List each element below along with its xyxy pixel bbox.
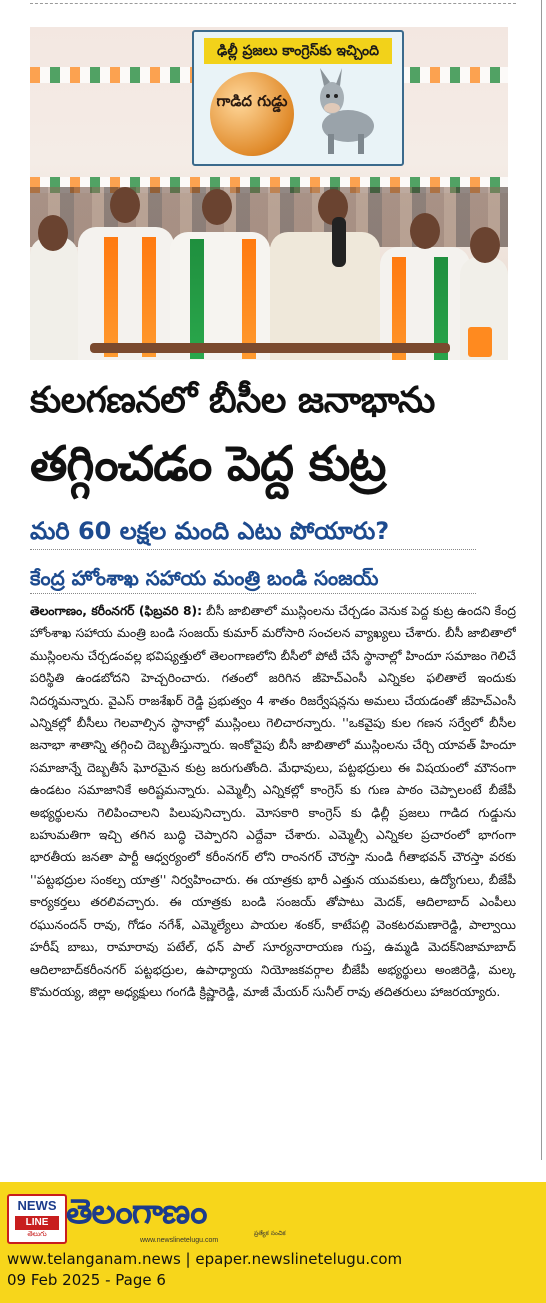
subheadline: మరి 60 లక్షల మంది ఎటు పోయారు? <box>30 513 476 550</box>
logo-news-text: NEWS <box>17 1198 57 1213</box>
masthead-url: www.newslinetelugu.com <box>140 1237 219 1244</box>
placard-ball-text: గాడిద గుడ్డు <box>216 92 288 110</box>
person <box>270 232 380 360</box>
website-links[interactable]: www.telanganam.news | epaper.newslinetelugu.com <box>7 1250 403 1268</box>
party-scarf <box>142 237 156 357</box>
vehicle-rail <box>90 343 450 353</box>
headline-line-2: తగ్గించడం పెద్ద కుట్ర <box>30 436 386 492</box>
person <box>30 237 78 360</box>
egg-graphic <box>210 72 294 156</box>
party-scarf <box>104 237 118 357</box>
person-head <box>110 187 140 223</box>
footer-banner <box>0 1182 546 1303</box>
person-head <box>38 215 68 251</box>
person <box>78 227 174 360</box>
article-text: బీసీ జాబితాలో ముస్లింలను చేర్చడం వెనుక పెద్ద కుట్ర ఉందని కేంద్ర హోంశాఖ సహాయ మంత్రి బండి సంజయ్ కుమార్ మరోసారి సంచలన వ్యాఖ్యలు చేశారు. బీసీ జాబితాలో ముస్లింలను చేర్చడంవల్ల భవిష్యత్తులో తెలంగాణలోని బీసీలో పోటీ చేసే స్థానాల్లో హిందూ సమాజం గెలిచే పరిస్థితి ఉండబోదని హెచ్చరించారు. గతంలో జరిగిన జీహెచ్ఎంసీ ఎన్నికల ఫలితాలే ఇందుకు నిదర్శమన్నారు. వైఎస్ రాజశేఖర్ రెడ్డి ప్రభుత్వం 4 శాతం రిజర్వేషన్లను అమలు చేయడంతో జీహెచ్ఎంసీ ఎన్నికల్లో బీసీలు గెలవాల్సిన స్థానాల్లో ముస్లింలు గెలిచారన్నారు. ''ఒకవైపు కుల గణన సర్వేలో బీసీల జనాభా శాతాన్ని తగ్గించి దెబ్బతీస్తున్నారు. ఇంకోవైపు బీసీ జాబితాలో ముస్లింలను చేర్చి యావత్ హిందూ సమాజాన్నే దెబ్బతీసే ఘోరమైన కుట్ర జరుగుతోంది. మేధావులు, పట్టభద్రులు ఈ విషయంలో మౌనంగా ఉండటం సమాజానికే అరిష్టమన్నారు. ఎమ్మెల్సీ ఎన్నికల్లో కాంగ్రెస్ కు గుణ పాఠం చెప్పాలంటే బీజేపీ అభ్యర్థులను గెలిపించాలని పిలుపునిచ్చారు. మోసకారి కాంగ్రెస్ కు ఢిల్లీ ప్రజలు గాడిద గుడ్డును బహుమతిగా ఇచ్చి తగిన బుద్ధి చెప్పారని ఎద్దేవా చేశారు. ఎమ్మెల్సీ ఎన్నికల ప్రచారంలో భాగంగా భారతీయ జనతా పార్టీ ఆధ్వర్యంలో కరీంనగర్ లోని రాంనగర్ చౌరస్తా నుండి గీతాభవన్ చౌరస్తా వరకు ''పట్టభద్రుల సంకల్ప యాత్ర'' నిర్వహించారు. ఈ యాత్రకు భారీ ఎత్తున యువకులు, ఉద్యోగులు, బీజేపీ కార్యకర్తలు తరలివచ్చారు. ఈ యాత్రకు బండి సంజయ్ తోపాటు మెదక్, ఆదిలాబాద్ ఎంపీలు రఘునందన్ రావు, గోడం నగేశ్, ఎమ్మెల్యేలు పాయల శంకర్, కాటేపల్లి వెంకటరమణారెడ్డి, పాల్వాయి హరీష్ బాబు, రామారావు పటేల్, ధన్ పాల్ సూర్యనారాయణ గుప్త, ఉమ్మడి మెదక్‌నిజామాబాద్ ఆదిలాబాద్‌కరీంనగర్ పట్టభద్రుల, ఉపాధ్యాయ నియోజకవర్గాల బీజేపీ అభ్యర్థులు అంజిరెడ్డి, మల్క కొమరయ్య, జిల్లా అధ్యక్షులు గంగడి క్రిష్ణారెడ్డి, మాజీ మేయర్ సునీల్ రావు తదితరులు హాజరయ్యారు. <box>30 604 516 999</box>
news-photo <box>30 27 508 360</box>
donkey-icon <box>302 68 392 158</box>
person-head <box>202 189 232 225</box>
person-head <box>410 213 440 249</box>
microphone <box>332 217 346 267</box>
page-info: 09 Feb 2025 - Page 6 <box>7 1271 166 1289</box>
masthead-tag: ప్రత్యేక సంచిక <box>254 1230 286 1237</box>
headline-line-1: కులగణనలో బీసీల జనాభాను <box>30 380 435 421</box>
dateline: తెలంగాణం, కరీంనగర్ (ఫిబ్రవరి 8): <box>30 604 203 618</box>
placard-title: ఢిల్లీ ప్రజలు కాంగ్రెస్‌కు ఇచ్చింది <box>204 38 392 64</box>
party-scarf <box>190 239 204 359</box>
person-head <box>470 227 500 263</box>
party-scarf <box>242 239 256 359</box>
masthead-title: తెలంగాణం <box>66 1192 207 1232</box>
logo-line-text: LINE <box>15 1216 59 1230</box>
column-rule <box>541 0 542 1160</box>
newsline-logo <box>7 1194 67 1244</box>
protest-placard <box>192 30 404 166</box>
party-badge <box>468 327 492 357</box>
top-divider <box>30 3 516 4</box>
byline: కేంద్ర హోంశాఖ సహాయ మంత్రి బండి సంజయ్ <box>30 563 476 594</box>
article-body <box>30 600 516 1165</box>
logo-telugu-text: తెలుగు <box>27 1230 47 1238</box>
